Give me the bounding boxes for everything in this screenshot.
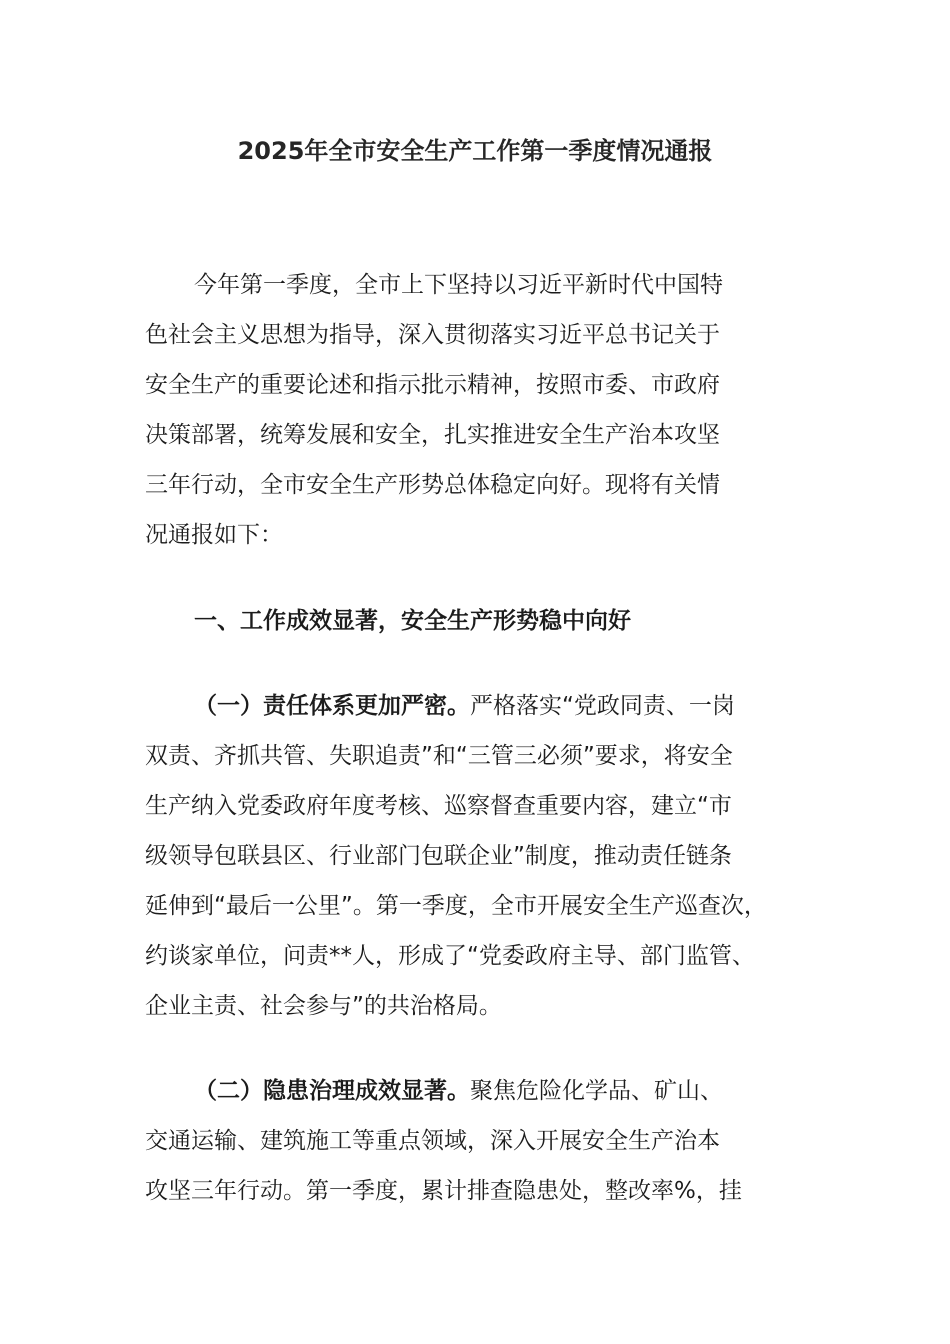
subsection-2-first-text: 聚焦危险化学品、矿山、 [470, 1078, 723, 1104]
intro-line: 安全生产的重要论述和指示批示精神，按照市委、市政府 [145, 372, 720, 398]
paragraph-line: 延伸到“最后一公里”。第一季度，全市开展安全生产巡查次， [145, 893, 767, 919]
paragraph-line: 双责、齐抓共管、失职追责”和“三管三必须”要求，将安全 [145, 743, 733, 769]
document-title: 2025年全市安全生产工作第一季度情况通报 [237, 137, 713, 165]
paragraph-line: 约谈家单位，问责**人，形成了“党委政府主导、部门监管、 [145, 943, 755, 969]
subsection-1-first-line [194, 689, 884, 723]
paragraph-line: 攻坚三年行动。第一季度，累计排查隐患处，整改率%，挂 [145, 1178, 742, 1204]
paragraph-line: 级领导包联县区、行业部门包联企业”制度，推动责任链条 [145, 843, 732, 869]
paragraph-line: 企业主责、社会参与”的共治格局。 [145, 993, 502, 1019]
intro-line: 色社会主义思想为指导，深入贯彻落实习近平总书记关于 [145, 322, 720, 348]
subsection-2-title: （二）隐患治理成效显著。 [194, 1078, 470, 1104]
subsection-1-title: （一）责任体系更加严密。 [194, 693, 470, 719]
paragraph-line: 生产纳入党委政府年度考核、巡察督查重要内容，建立“市 [145, 793, 732, 819]
intro-line: 决策部署，统筹发展和安全，扎实推进安全生产治本攻坚 [145, 422, 720, 448]
subsection-1-first-text: 严格落实“党政同责、一岗 [470, 693, 735, 719]
paragraph-line: 交通运输、建筑施工等重点领域，深入开展安全生产治本 [145, 1128, 720, 1154]
section-heading: 一、工作成效显著，安全生产形势稳中向好 [194, 608, 631, 634]
intro-line: 况通报如下： [145, 522, 283, 548]
subsection-2-first-line [194, 1074, 884, 1108]
intro-line: 今年第一季度，全市上下坚持以习近平新时代中国特 [194, 272, 723, 298]
intro-line: 三年行动，全市安全生产形势总体稳定向好。现将有关情 [145, 472, 720, 498]
